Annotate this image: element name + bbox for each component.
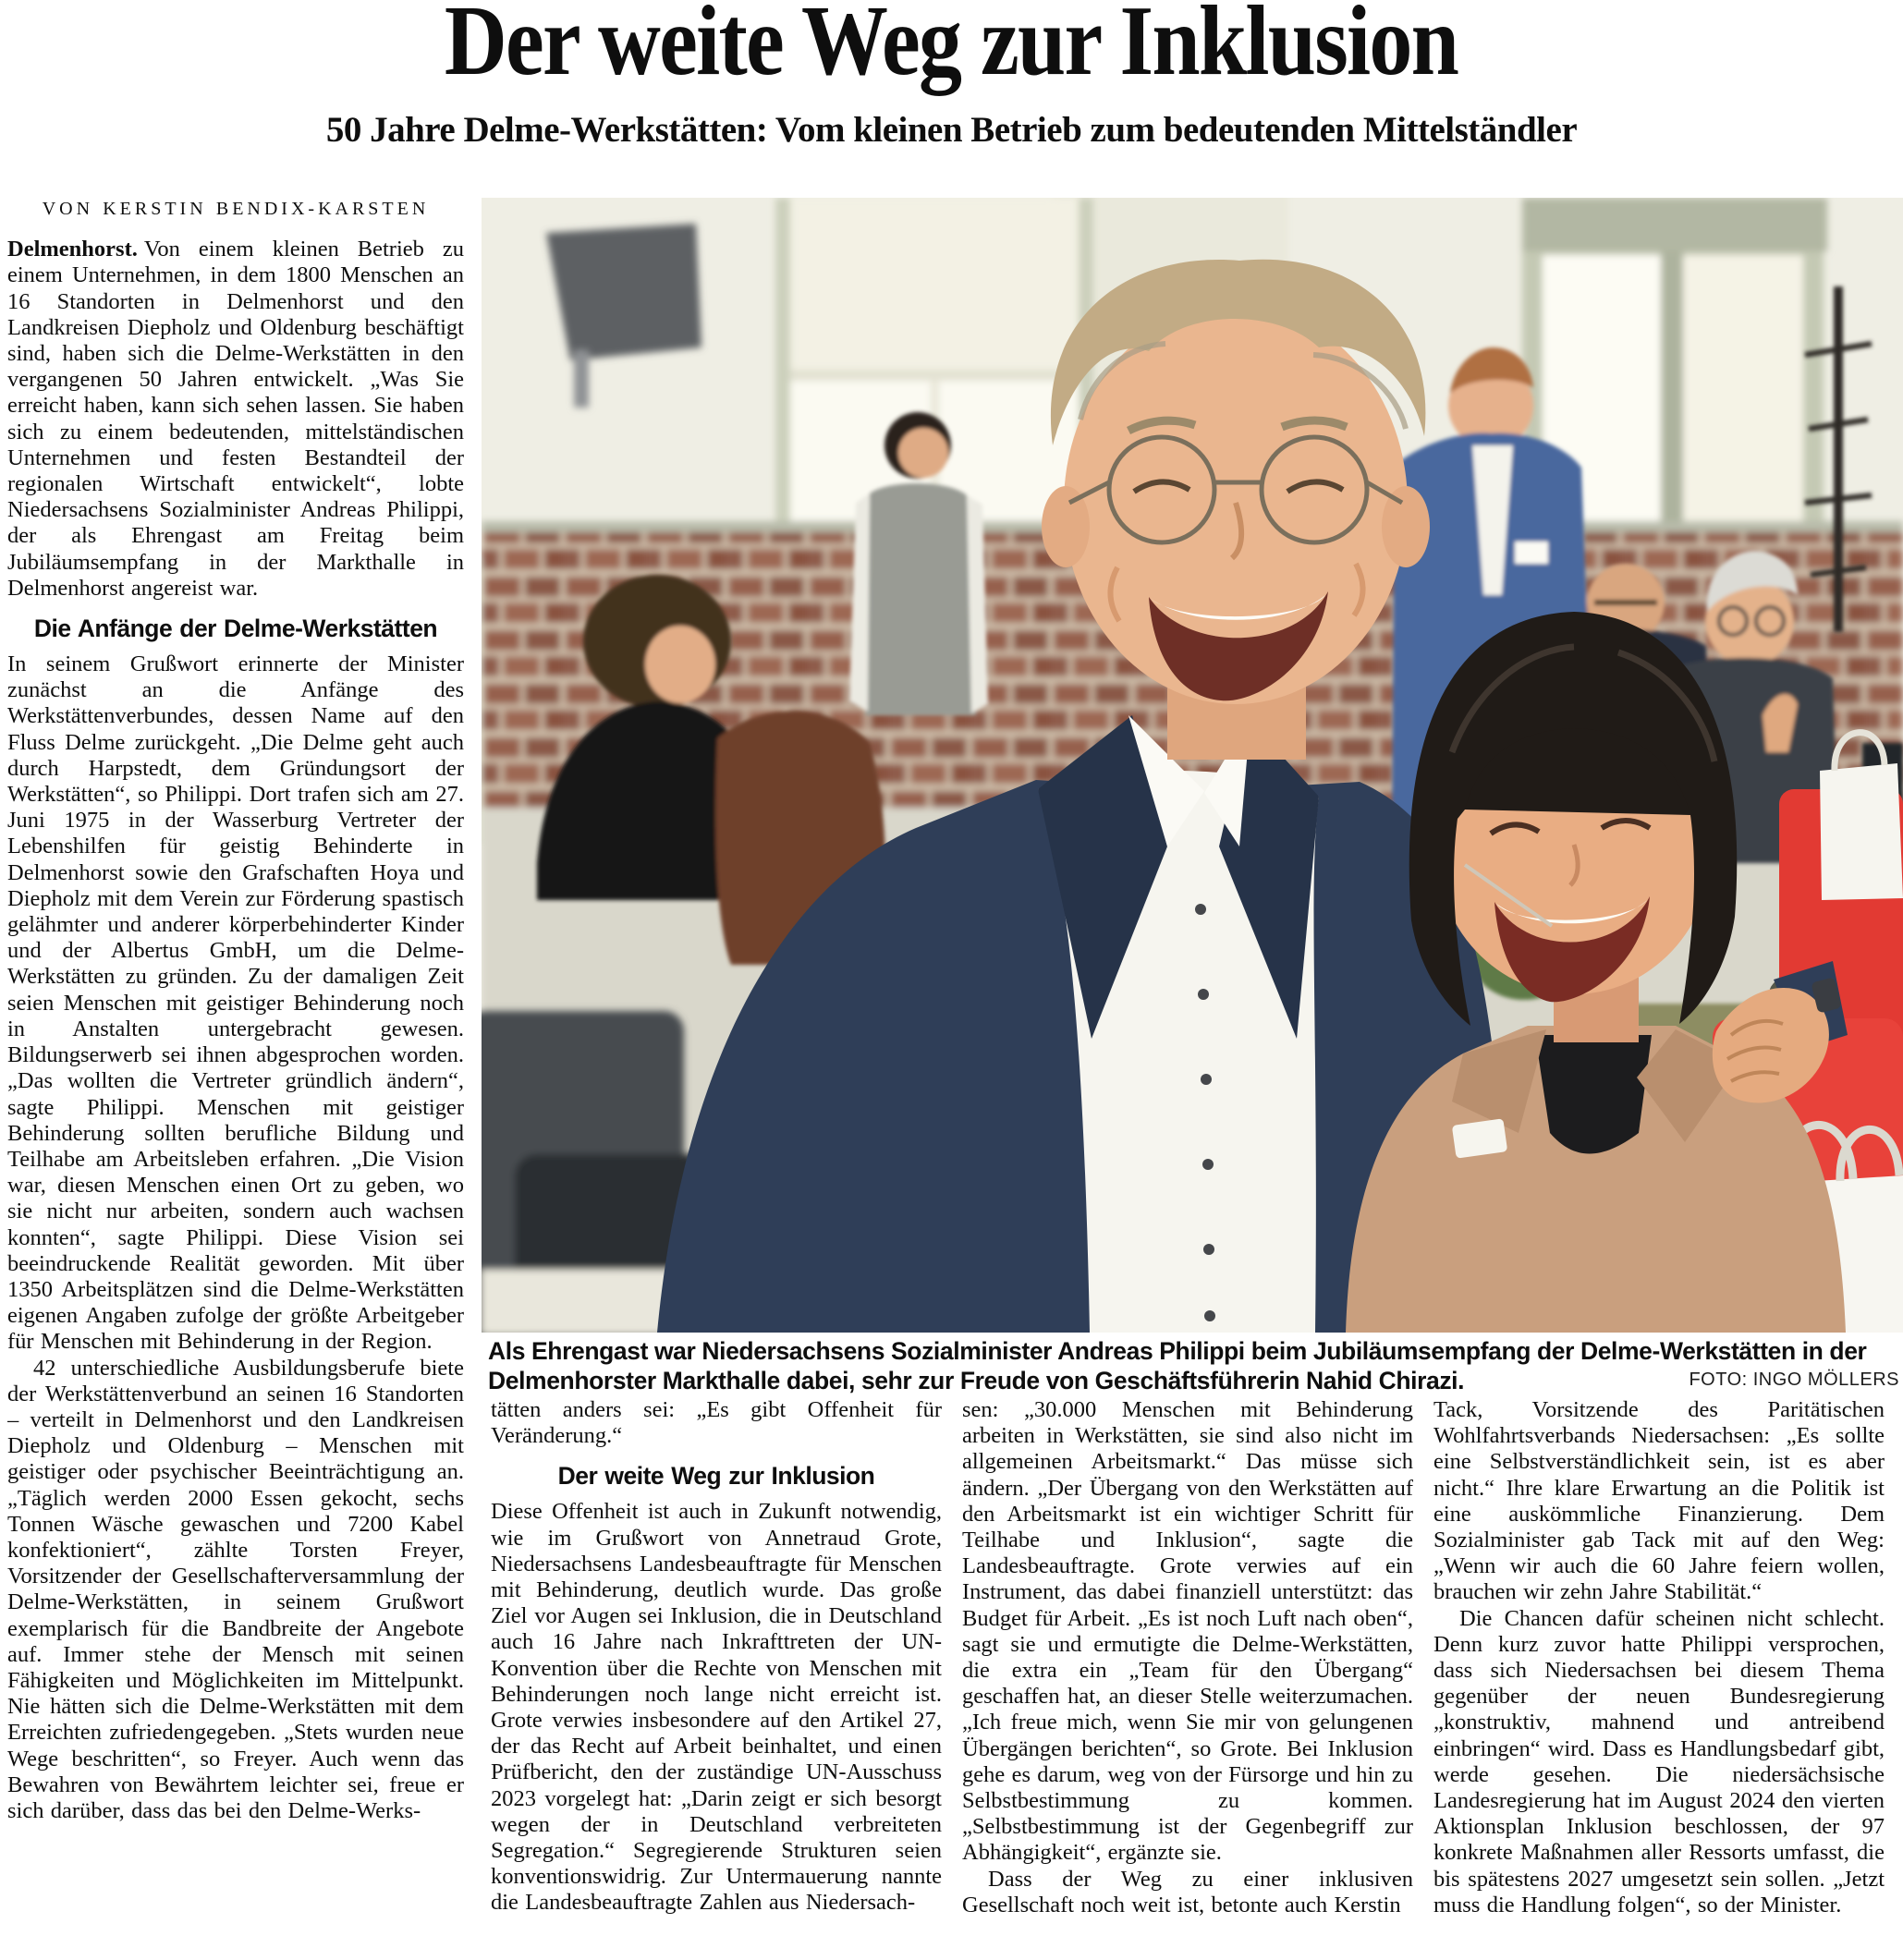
article-column-4 bbox=[1433, 1397, 1885, 1960]
article-headline-text: Der weite Weg zur Inklusion bbox=[445, 0, 1458, 96]
photo-credit: FOTO: INGO MÖLLERS bbox=[1689, 1369, 1899, 1390]
paragraph: 42 unterschiedliche Ausbildungsberufe biete der Werkstättenverbund an seinen 16 Standorten – verteilt in Delmenhorst und den Landkreisen Diepholz und Oldenburg – Menschen mit geistiger oder psychischer Beeinträchtigung an. „Täglich werden 2000 Essen gekocht, sechs Tonnen Wäsche gewaschen und 7200 Kabel konfektioniert“, zählte Torsten Freyer, Vorsitzender der Gesellschafterversammlung der Delme-Werkstätten, in seinem Grußwort exemplarisch für die Bandbreite der Angebote auf. Immer stehe der Mensch mit seinen Fähigkeiten und Möglichkeiten im Mittelpunkt. Nie hätten sich die Delme-Werkstätten mit dem Erreichten zufriedengegeben. „Stets wurden neue Wege beschritten“, so Freyer. Auch wenn das Bewahren von Bewährtem leichter sei, freue er sich darüber, dass das bei den Delme-Werks- bbox=[7, 1355, 464, 1823]
paragraph-lead bbox=[7, 237, 464, 602]
article-subheadline: 50 Jahre Delme-Werkstätten: Vom kleinen Betrieb zum bedeutenden Mittelständler bbox=[325, 110, 1578, 150]
photo-caption bbox=[488, 1337, 1903, 1394]
article-column-3 bbox=[962, 1397, 1413, 1960]
crosshead-weite-weg: Der weite Weg zur Inklusion bbox=[557, 1462, 875, 1491]
paragraph: Diese Offenheit ist auch in Zukunft notwendig, wie im Grußwort von Annetraud Grote, Niedersachsens Landesbeauftragte für Menschen mit Behinderung, deutlich wurde. Das große Ziel vor Augen sei Inklusion, die in Deutschland auch 16 Jahre nach Inkrafttreten der UN-Konvention über die Rechte von Menschen mit Behinderungen noch lange nicht erreicht ist. Grote verwies insbesondere auf den Artikel 27, der das Recht auf Arbeit beinhaltet, und einen Prüfbericht, den der zuständige UN-Ausschuss 2023 vorgelegt hat: „Darin zeigt er sich besorgt wegen der in Deutschland verbreiteten Segregation.“ Segregierende Strukturen seien konventionswidrig. Zur Untermauerung nannte die Landesbeauftragte Zahlen aus Niedersach- bbox=[491, 1499, 942, 1916]
photo-wall-speaker bbox=[546, 224, 701, 360]
paragraph: tätten anders sei: „Es gibt Offenheit für Veränderung.“ bbox=[491, 1397, 942, 1449]
author-byline: VON KERSTIN BENDIX-KARSTEN bbox=[42, 199, 430, 219]
paragraph-lead-text: Von einem kleinen Betrieb zu einem Unternehmen, in dem 1800 Menschen an 16 Standorten in Delmenhorst und den Landkreisen Diepholz und Oldenburg beschäftigt sind, haben sich die Delme-Werkstätten in den vergangenen 50 Jahren entwickelt. „Was Sie erreicht haben, kann sich sehen lassen. Sie haben sich zu einem bedeutenden, mittelständischen Unternehmen und festen Bestandteil der regionalen Wirtschaft entwickelt“, lobte Niedersachsens Sozialminister Andreas Philippi, der als Ehrengast am Freitag beim Jubiläumsempfang in der Markthalle in Delmenhorst angereist war. bbox=[7, 237, 464, 601]
paragraph: Tack, Vorsitzende des Paritätischen Wohlfahrtsverbands Niedersachsen: „Es sollte eine Selbstverständlichkeit sein, ist es aber nicht.“ Ihre klare Erwartung an die Politik ist eine auskömmliche Finanzierung. Dem Sozialminister gab Tack mit auf den Weg: „Wenn wir auch die 60 Jahre feiern wollen, brauchen wir zehn Jahre Stabilität.“ bbox=[1433, 1397, 1885, 1605]
article-column-2 bbox=[491, 1397, 942, 1960]
paragraph: Die Chancen dafür scheinen nicht schlecht. Denn kurz zuvor hatte Philippi versprochen, dass sich Niedersachsen bei diesem Thema gegenüber der neuen Bundesregierung „konstruktiv, mahnend und antreibend einbringen“ wird. Dass es Handlungsbedarf gibt, werde gesehen. Die niedersächsische Landesregierung hat im August 2024 den vierten Aktionsplan Inklusion beschlossen, der 97 konkrete Maßnahmen aller Ressorts umfasst, die bis spätestens 2027 umgesetzt sein sollen. „Jetzt muss die Handlung folgen“, so der Minister. bbox=[1433, 1605, 1885, 1917]
photo-caption-text: Als Ehrengast war Niedersachsens Sozialminister Andreas Philippi beim Jubiläumsempfang der Delme-Werkstätten in der Delmenhorster Markthalle dabei, sehr zur Freude von Geschäftsführerin Nahid Chirazi. bbox=[488, 1337, 1867, 1394]
article-column-1 bbox=[7, 196, 464, 1960]
paragraph: sen: „30.000 Menschen mit Behinderung arbeiten in Werkstätten, sie sind also nicht im allgemeinen Arbeitsmarkt.“ Das müsse sich ändern. „Der Übergang von den Werkstätten auf den Arbeitsmarkt ist ein wichtiger Schritt für Teilhabe und Inklusion“, sagte die Landesbeauftragte. Grote verwies auf ein Instrument, das dabei finanziell unterstützt: das Budget für Arbeit. „Es ist noch Luft nach oben“, sagt sie und ermutigte die Delme-Werkstätten, die extra ein „Team für den Übergang“ geschaffen hat, an dieser Stelle weiterzumachen. „Ich freue mich, wenn Sie mir von gelungenen Übergängen berichten“, so Grote. Bei Inklusion gehe es darum, weg von der Fürsorge und hin zu Selbstbestimmung zu kommen. „Selbstbestimmung ist der Gegenbegriff zur Abhängigkeit“, ergänzte sie. bbox=[962, 1397, 1413, 1866]
dateline-location: Delmenhorst. bbox=[7, 237, 138, 262]
crosshead-anfaenge: Die Anfänge der Delme-Werkstätten bbox=[33, 615, 438, 643]
article-headline bbox=[0, 0, 1903, 96]
paragraph: In seinem Grußwort erinnerte der Minister zunächst an die Anfänge des Werkstättenverbundes, dessen Name auf den Fluss Delme zurückgeht. „Die Delme geht auch durch Harpstedt, dem Gründungsort der Werkstätten“, so Philippi. Dort trafen sich am 27. Juni 1975 in der Wasserburg Vertreter der Lebenshilfen für geistig Behinderte in Delmenhorst sowie den Grafschaften Hoya und Diepholz mit dem Verein zur Förderung spastisch gelähmter und anderer körperbehinderter Kinder und der Albertus GmbH, um die Delme-Werkstätten zu gründen. Zu der damaligen Zeit seien Menschen mit geistiger Behinderung noch in Anstalten untergebracht gewesen. Bildungserwerb sei ihnen abgesprochen worden. „Das wollten die Vertreter gründlich ändern“, sagte Philippi. Menschen mit geistiger Behinderung sollten berufliche Bildung und Teilhabe am Arbeitsleben erfahren. „Die Vision war, diesen Menschen einen Ort zu geben, wo sie nicht nur arbeiten, sondern auch wachsen konnten“, sagte Philippi. Diese Vision sei beeindruckende Realität geworden. Mit über 1350 Arbeitsplätzen sind die Delme-Werkstätten eigenen Angaben zufolge der größte Arbeitgeber für Menschen mit Behinderung in der Region. bbox=[7, 651, 464, 1355]
article-photo bbox=[482, 198, 1903, 1333]
article-photo-illustration bbox=[482, 198, 1903, 1333]
paragraph: Dass der Weg zu einer inklusiven Gesellschaft noch weit ist, betonte auch Kerstin bbox=[962, 1866, 1413, 1917]
